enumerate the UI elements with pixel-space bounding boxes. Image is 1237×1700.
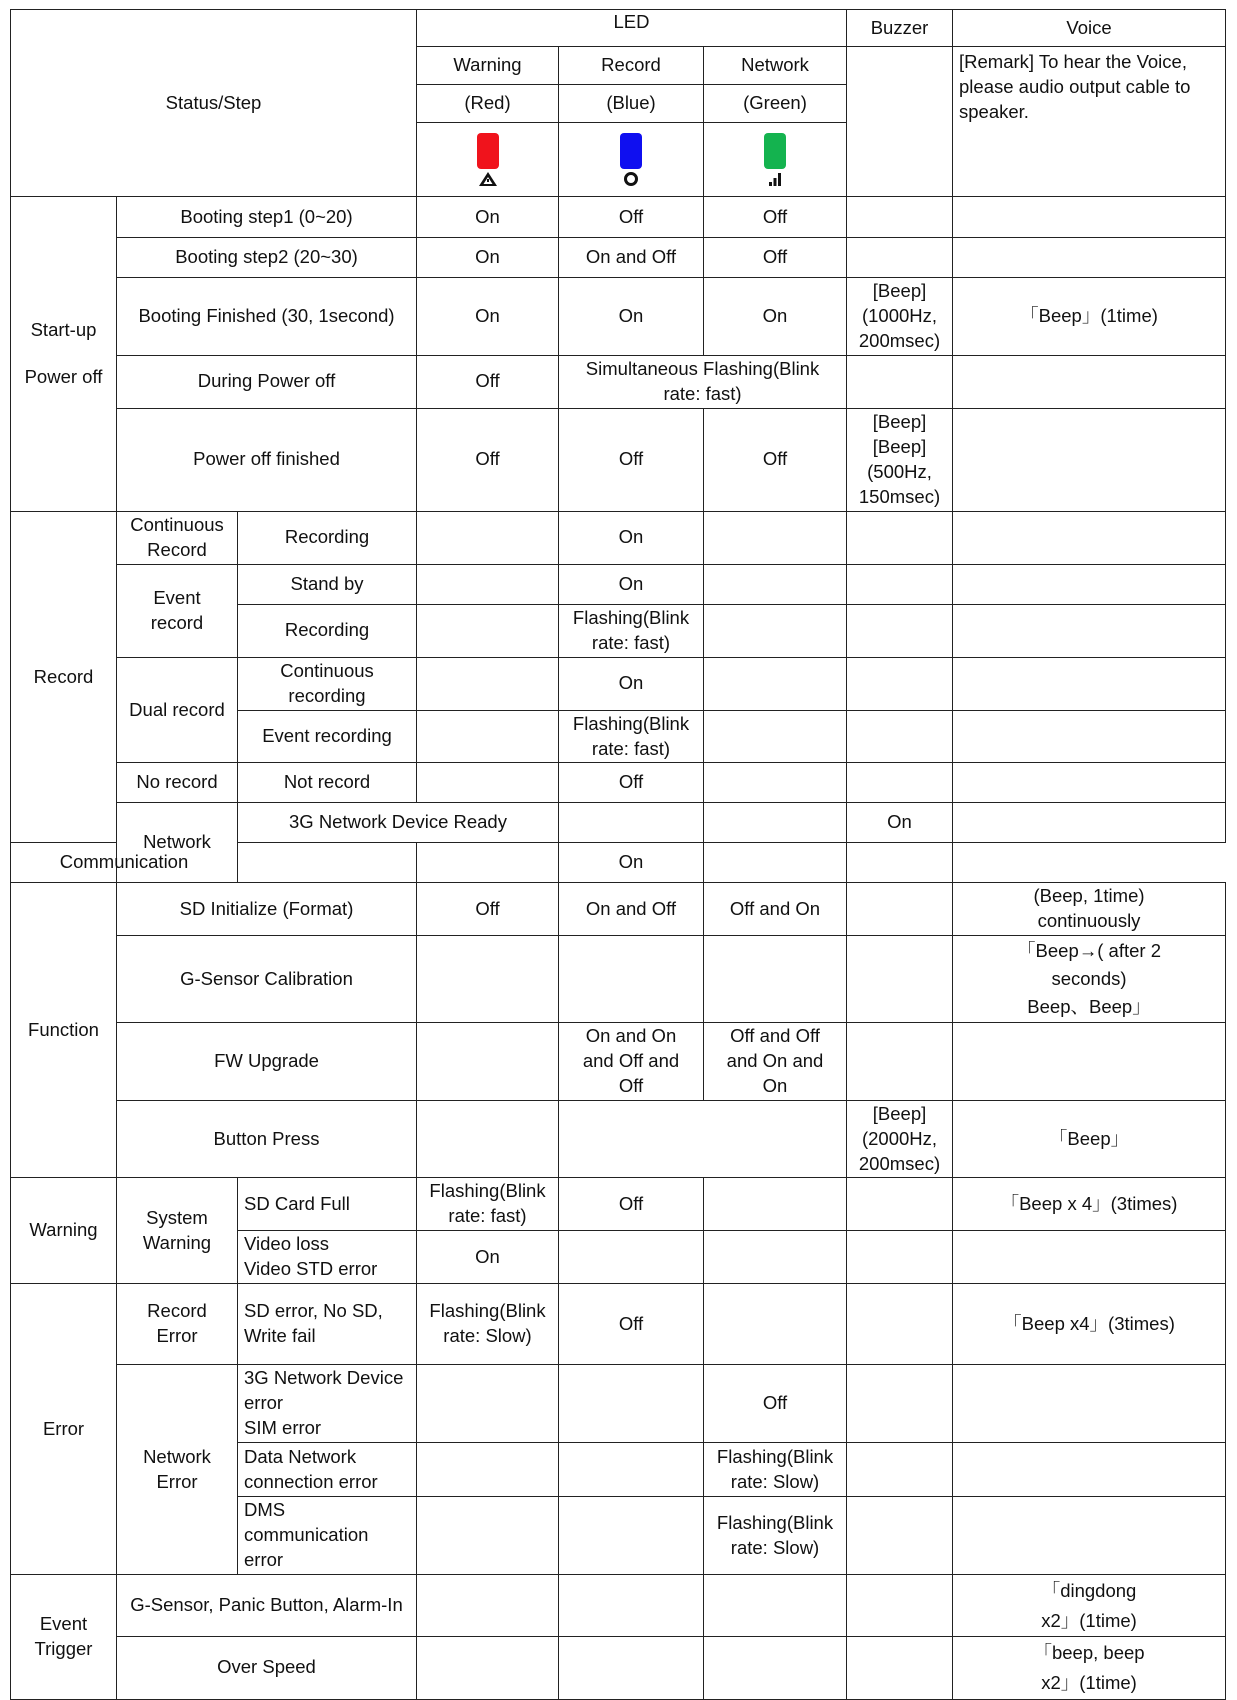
substep-line: System [146,1206,208,1228]
group-record: Record [11,511,117,843]
substep-label [117,1365,238,1575]
network-cell: On [847,803,953,843]
voice-cell [953,564,1226,604]
warning-cell [417,1178,559,1231]
step-label: Recording [238,604,417,657]
substep-label [117,1178,238,1284]
network-cell [704,511,847,564]
record-cell [417,843,559,883]
network-cell [704,1637,847,1699]
record-cell [559,1575,704,1637]
voice-cell [953,1365,1226,1443]
network-line: rate: Slow) [730,1536,820,1558]
group-warning: Warning [11,1178,117,1284]
record-cell: On [559,278,704,356]
step-line: error [244,1549,284,1571]
network-cell: Off [704,408,847,511]
step-line: Video loss [244,1233,330,1255]
voice-cell [953,511,1226,564]
buzzer-line: 150msec) [858,485,941,507]
step-label [238,1443,417,1497]
substep-line: Record [147,538,207,560]
record-cell [559,1637,704,1699]
step-label: G-Sensor Calibration [117,936,417,1022]
buzzer-line: (2000Hz, [861,1127,938,1149]
warning-cell [417,511,559,564]
voice-line: 「Beep→( after 2 [1017,940,1161,962]
warning-cell [417,1365,559,1443]
buzzer-line: 200msec) [858,329,941,351]
buzzer-cell [847,936,953,1022]
record-circle-icon [621,171,641,187]
network-cell [704,710,847,763]
network-cell [704,1231,847,1284]
network-cell [704,1575,847,1637]
step-label [238,1365,417,1443]
substep-label [117,511,238,564]
record-cell: On [559,657,704,710]
record-cell [559,1497,704,1575]
voice-cell [953,355,1226,408]
voice-line: Beep、Beep」 [1027,995,1151,1017]
network-line: and On and [726,1049,824,1071]
led-network-swatch [704,123,847,197]
record-network-cell: Simultaneous Flashing(Blink rate: fast) [559,355,847,408]
step-label: Not record [238,763,417,803]
green-led-indicator [764,133,786,169]
substep-line: Record [147,1300,207,1322]
step-label: Event recording [238,710,417,763]
voice-remark: [Remark] To hear the Voice, please audio output cable to speaker. [953,47,1226,197]
substep-line: Event [153,586,201,608]
buzzer-line: [Beep] [872,280,927,301]
voice-cell: 「Beep x4」(3times) [953,1284,1226,1365]
network-cell: Off [704,1365,847,1443]
buzzer-cell [847,883,953,936]
warning-line: Flashing(Blink [429,1300,546,1322]
step-label: SD Initialize (Format) [117,883,417,936]
led-record-swatch [559,123,704,197]
warning-cell: Off [417,883,559,936]
warning-cell: Off [417,355,559,408]
buzzer-cell [847,1365,953,1443]
buzzer-cell [847,657,953,710]
buzzer-cell [847,1575,953,1637]
step-label: Over Speed [117,1637,417,1699]
buzzer-cell [847,1443,953,1497]
header-voice: Voice [953,10,1226,47]
step-line: connection error [244,1470,378,1492]
buzzer-cell [847,710,953,763]
header-record-color: (Blue) [559,85,704,123]
buzzer-cell [847,197,953,238]
led-status-table [10,9,1226,1700]
group-line: Event [39,1612,88,1634]
record-cell: On and Off [559,238,704,278]
record-cell: On [559,511,704,564]
record-cell [559,936,704,1022]
group-startup-poweroff [11,197,117,512]
step-label [238,1231,417,1284]
voice-cell: 「Beep」 [953,1100,1226,1178]
buzzer-line: 200msec) [858,1152,941,1174]
network-line: Flashing(Blink [716,1511,834,1533]
network-line: Off and Off [730,1024,820,1046]
network-cell: Off [704,197,847,238]
step-line: SIM error [244,1417,322,1439]
warning-cell [417,604,559,657]
step-line: Data Network [244,1445,357,1467]
voice-cell: 「Beep」(1time) [953,278,1226,356]
step-label: Booting step2 (20~30) [117,238,417,278]
voice-cell [953,604,1226,657]
voice-line: x2」(1time) [1041,1671,1137,1693]
voice-cell [953,1575,1226,1637]
record-cell: On and Off [559,883,704,936]
substep-line: Warning [142,1231,212,1253]
header-led: LED [417,10,847,47]
voice-line: 「dingdong [1041,1580,1137,1602]
warning-cell [417,1284,559,1365]
network-cell [704,564,847,604]
network-line: On [762,1074,788,1096]
buzzer-cell [847,238,953,278]
group-event-trigger [11,1575,117,1699]
step-label [238,657,417,710]
header-buzzer: Buzzer [847,10,953,47]
buzzer-cell [847,511,953,564]
network-cell [704,604,847,657]
step-label [238,1497,417,1575]
buzzer-cell [847,278,953,356]
voice-cell [953,197,1226,238]
warning-cell [417,1637,559,1699]
network-cell [704,657,847,710]
step-line: 3G Network Device [244,1367,404,1389]
step-label: FW Upgrade [117,1022,417,1100]
buzzer-cell [847,1637,953,1699]
step-line: Video STD error [244,1258,378,1280]
warning-cell [417,1575,559,1637]
voice-cell [847,843,953,883]
voice-line: (Beep, 1time) [1033,885,1145,907]
record-line: Flashing(Blink [572,606,690,628]
header-network: Network [704,47,847,85]
record-cell: Off [559,763,704,803]
warning-cell: On [417,238,559,278]
voice-line: seconds) [1051,968,1127,990]
buzzer-cell [847,1284,953,1365]
warning-cell [417,657,559,710]
step-label: SD Card Full [238,1178,417,1231]
voice-cell [953,1231,1226,1284]
step-line: recording [288,684,366,706]
warning-cell [559,803,704,843]
buzzer-header-blank [847,47,953,197]
substep-label: Dual record [117,657,238,763]
record-line: On and On [585,1024,677,1046]
substep-line: Error [156,1325,198,1347]
step-label: Booting Finished (30, 1second) [117,278,417,356]
signal-bars-icon [765,171,785,187]
substep-line: record [150,611,204,633]
group-function: Function [11,883,117,1178]
voice-line: x2」(1time) [1041,1609,1137,1631]
step-label: Communication [11,843,238,883]
network-cell [704,1022,847,1100]
substep-label [117,1284,238,1365]
voice-cell [953,657,1226,710]
buzzer-line: [Beep] [872,1102,927,1124]
voice-cell [953,408,1226,511]
header-record: Record [559,47,704,85]
buzzer-cell [953,803,1226,843]
network-cell [704,763,847,803]
step-line: Write fail [244,1325,316,1347]
warning-cell: On [417,1231,559,1284]
warning-cell [238,843,417,883]
header-network-color: (Green) [704,85,847,123]
red-led-indicator [477,133,499,169]
network-cell [704,1178,847,1231]
network-cell [704,1443,847,1497]
voice-cell: 「Beep x 4」(3times) [953,1178,1226,1231]
voice-line: 「beep, beep [1033,1642,1145,1664]
record-cell [704,803,847,843]
led-warning-swatch [417,123,559,197]
step-line: SD error, No SD, [244,1300,383,1322]
warning-cell [417,1100,559,1178]
group-error: Error [11,1284,117,1575]
step-label: Button Press [117,1100,417,1178]
buzzer-line: [Beep] [872,435,927,457]
voice-cell [953,710,1226,763]
record-line: Off [618,1074,644,1096]
blue-led-indicator [620,133,642,169]
voice-cell [953,1637,1226,1699]
record-cell: On [559,564,704,604]
record-cell [559,710,704,763]
buzzer-cell [847,355,953,408]
step-line: DMS [244,1499,286,1521]
buzzer-cell [847,763,953,803]
step-line: Continuous [280,659,374,681]
voice-cell [953,1022,1226,1100]
header-warning: Warning [417,47,559,85]
buzzer-cell [847,564,953,604]
step-label: Recording [238,511,417,564]
warning-line: Flashing(Blink [429,1180,546,1202]
warning-cell: On [417,278,559,356]
voice-line: continuously [1037,910,1141,932]
network-cell [704,1284,847,1365]
network-cell [704,936,847,1022]
step-label: G-Sensor, Panic Button, Alarm-In [117,1575,417,1637]
buzzer-cell [704,843,847,883]
warning-line: rate: fast) [448,1205,527,1227]
voice-cell [953,936,1226,1022]
warning-cell [417,763,559,803]
buzzer-line: (1000Hz, [861,304,938,326]
substep-line: Network [143,1445,211,1467]
record-cell [559,1231,704,1284]
network-cell: Off [704,238,847,278]
record-network-cell [559,1100,847,1178]
step-line: communication [244,1524,369,1546]
step-label: Power off finished [117,408,417,511]
step-label: 3G Network Device Ready [238,803,559,843]
buzzer-cell [847,1100,953,1178]
buzzer-cell [847,408,953,511]
record-cell [559,1443,704,1497]
network-cell: On [559,843,704,883]
group-startup: Start-up [30,318,97,340]
voice-cell [953,763,1226,803]
record-cell [559,1365,704,1443]
voice-cell [953,883,1226,936]
step-label [238,1284,417,1365]
substep-line: Error [156,1470,198,1492]
substep-label: No record [117,763,238,803]
substep-line: Continuous [130,513,224,535]
network-cell: Off and On [704,883,847,936]
warning-cell [417,1497,559,1575]
voice-cell [953,1497,1226,1575]
record-cell [559,604,704,657]
warning-cell: On [417,197,559,238]
group-line: Trigger [34,1637,93,1659]
network-line: rate: Slow) [730,1470,820,1492]
group-network: Network [117,803,238,883]
group-poweroff: Power off [24,365,103,387]
voice-cell [953,1443,1226,1497]
buzzer-cell [847,1497,953,1575]
network-cell: On [704,278,847,356]
step-label: Booting step1 (0~20) [117,197,417,238]
record-cell: Off [559,1284,704,1365]
step-label: Stand by [238,564,417,604]
record-cell: Off [559,1178,704,1231]
record-cell [559,1022,704,1100]
header-status-step: Status/Step [11,10,417,197]
warning-cell [417,710,559,763]
warning-cell [417,1022,559,1100]
record-line: rate: fast) [591,631,671,653]
header-warning-color: (Red) [417,85,559,123]
buzzer-cell [847,1231,953,1284]
network-cell [704,1497,847,1575]
substep-label [117,564,238,657]
step-label: During Power off [117,355,417,408]
record-cell: Off [559,197,704,238]
voice-cell [953,238,1226,278]
record-line: Flashing(Blink [572,712,690,734]
warning-cell [417,564,559,604]
warning-line: rate: Slow) [443,1325,532,1347]
record-cell: Off [559,408,704,511]
network-line: Flashing(Blink [716,1445,834,1467]
warning-cell: Off [417,408,559,511]
buzzer-line: [Beep] [872,410,927,432]
record-line: rate: fast) [591,737,671,759]
buzzer-line: (500Hz, [867,460,932,482]
warning-cell [417,1443,559,1497]
warning-cell [417,936,559,1022]
buzzer-cell [847,604,953,657]
buzzer-cell [847,1022,953,1100]
step-line: error [244,1392,284,1414]
warning-triangle-icon [478,171,498,187]
buzzer-cell [847,1178,953,1231]
record-line: and Off and [582,1049,680,1071]
